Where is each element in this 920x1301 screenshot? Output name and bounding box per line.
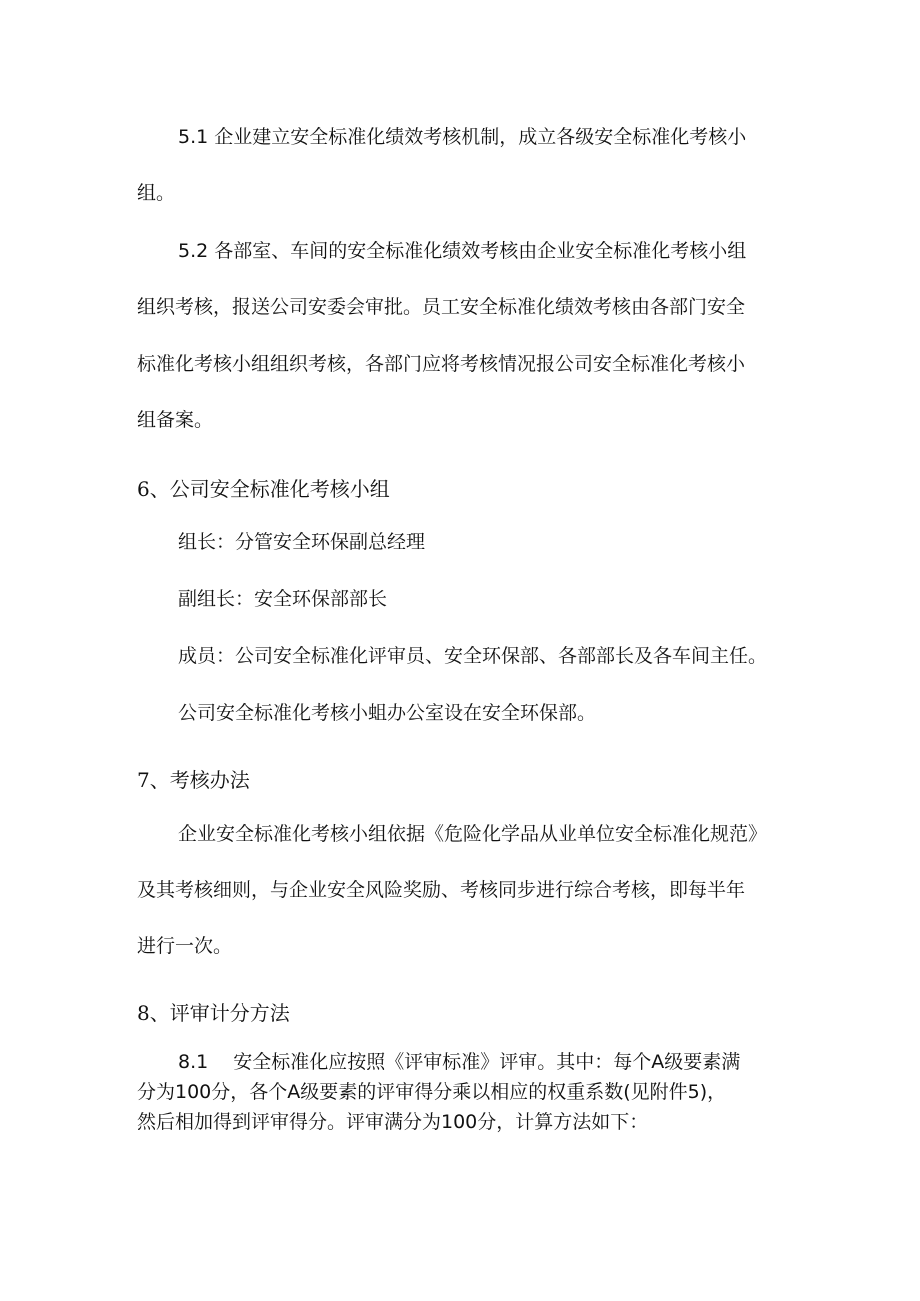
s5-1-line-1: 5.1 企业建立安全标准化绩效考核机制，成立各级安全标准化考核小 (178, 126, 747, 148)
section-6-heading: 6、公司安全标准化考核小组 (137, 477, 390, 501)
s5-2-line-1: 5.2 各部室、车间的安全标准化绩效考核由企业安全标准化考核小组 (178, 240, 747, 262)
s7-line-3: 进行一次。 (137, 935, 233, 957)
group-members: 成员：公司安全标准化评审员、安全环保部、各部部长及各车间主任。 (178, 645, 768, 667)
s8-1-line-2: 分为100分，各个A级要素的评审得分乘以相应的权重系数(见附件5)， (137, 1081, 727, 1103)
group-leader: 组长：分管安全环保副总经理 (178, 531, 426, 553)
group-office: 公司安全标准化考核小蛆办公室设在安全环保部。 (178, 702, 597, 724)
s5-2-line-3: 标准化考核小组组织考核，各部门应将考核情况报公司安全标准化考核小 (137, 353, 746, 375)
s5-2-line-2: 组织考核，报送公司安委会审批。员工安全标准化绩效考核由各部门安全 (137, 296, 746, 318)
s7-line-1: 企业安全标准化考核小组依据《危险化学品从业单位安全标准化规范》 (178, 823, 768, 845)
s5-1-line-2: 组。 (137, 182, 176, 204)
deputy-leader: 副组长：安全环保部部长 (178, 588, 388, 610)
section-8-heading: 8、评审计分方法 (137, 1001, 290, 1025)
s5-2-line-4: 组备案。 (137, 409, 214, 431)
section-7-heading: 7、考核办法 (137, 768, 250, 792)
s8-1-line-3: 然后相加得到评审得分。评审满分为100分，计算方法如下： (137, 1111, 649, 1133)
s8-1-line-1: 8.1 安全标准化应按照《评审标准》评审。其中：每个A级要素满 (178, 1051, 741, 1073)
s7-line-2: 及其考核细则，与企业安全风险奖励、考核同步进行综合考核，即每半年 (137, 879, 746, 901)
